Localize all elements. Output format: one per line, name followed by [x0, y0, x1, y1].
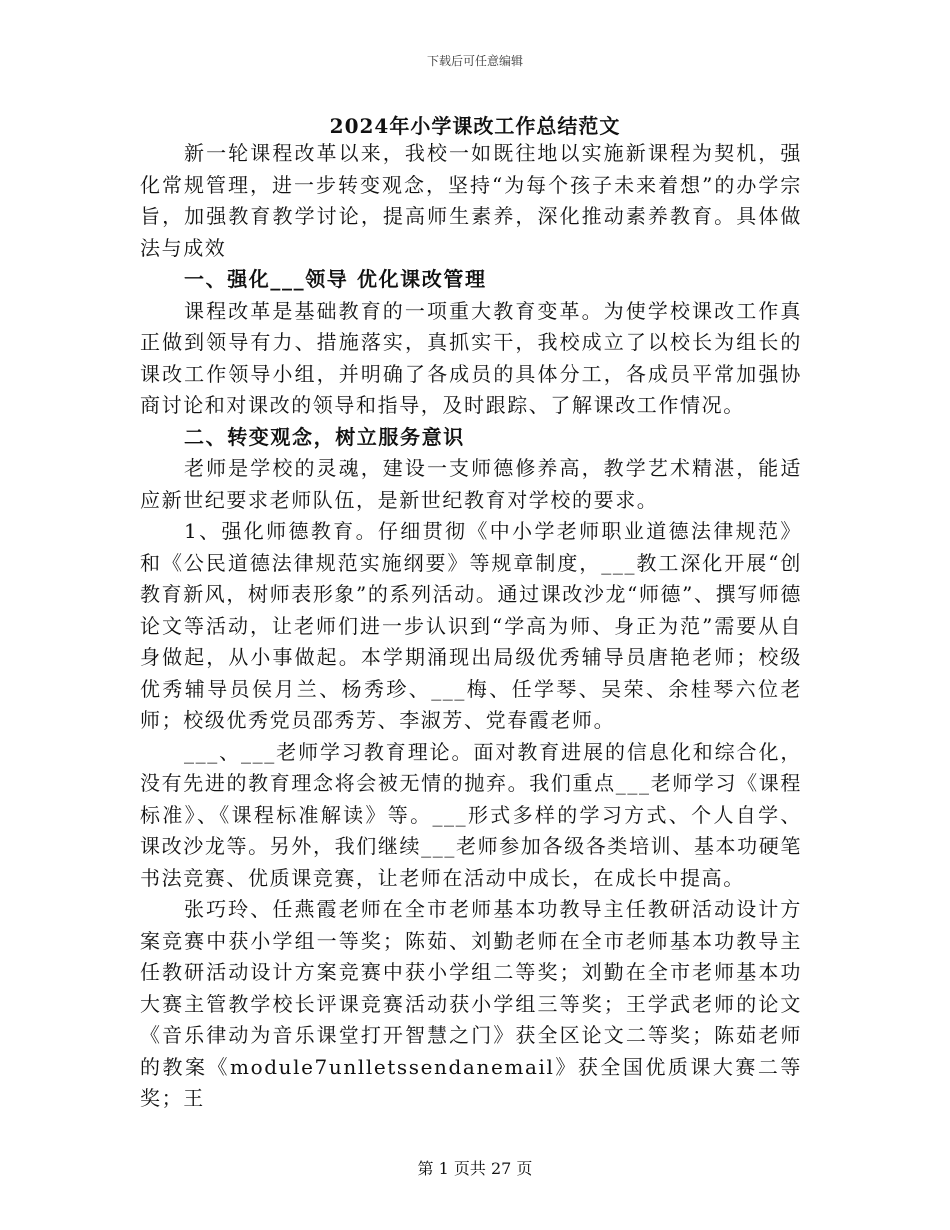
- section-heading-2: 二、转变观念，树立服务意识: [184, 424, 465, 449]
- body-paragraph: 张巧玲、任燕霞老师在全市老师基本功教导主任教研活动设计方案竞赛中获小学组一等奖；陈茹、刘勤老师在全市老师基本功教导主任教研活动设计方案竞赛中获小学组二等奖；刘勤在全市老师基本功大赛主管教学校长评课竞赛活动获小学组三等奖；王学武老师的论文《音乐律动为音乐课堂打开智慧之门》获全区论文二等奖；陈茹老师的教案《module7unlletssendanemail》获全国优质课大赛二等奖；王: [140, 897, 802, 1110]
- body-paragraph: 老师是学校的灵魂，建设一支师德修养高，教学艺术精湛，能适应新世纪要求老师队伍，是新世纪教育对学校的要求。: [140, 456, 802, 512]
- intro-paragraph: 新一轮课程改革以来，我校一如既往地以实施新课程为契机，强化常规管理，进一步转变观念，坚持“为每个孩子未来着想”的办学宗旨，加强教育教学讨论，提高师生素养，深化推动素养教育。具体做法与成效: [140, 141, 802, 260]
- document-body: [140, 138, 802, 1115]
- page-number-footer: 第 1 页共 27 页: [417, 1159, 533, 1178]
- header-note: 下载后可任意编辑: [426, 54, 523, 68]
- section-heading-1: 一、强化___领导 优化课改管理: [184, 267, 487, 291]
- body-paragraph: 1、强化师德教育。仔细贯彻《中小学老师职业道德法律规范》和《公民道德法律规范实施纲要》等规章制度，___教工深化开展“创教育新风，树师表形象”的系列活动。通过课改沙龙“师德”、撰写师德论文等活动，让老师们进一步认识到“学高为师、身正为范”需要从自身做起，从小事做起。本学期涌现出局级优秀辅导员唐艳老师；校级优秀辅导员侯月兰、杨秀珍、___梅、任学琴、吴荣、余桂琴六位老师；校级优秀党员邵秀芳、李淑芳、党春霞老师。: [140, 519, 802, 732]
- document-title: 2024年小学课改工作总结范文: [329, 114, 621, 138]
- body-paragraph: 课程改革是基础教育的一项重大教育变革。为使学校课改工作真正做到领导有力、措施落实，真抓实干，我校成立了以校长为组长的课改工作领导小组，并明确了各成员的具体分工，各成员平常加强协商讨论和对课改的领导和指导，及时跟踪、了解课改工作情况。: [140, 298, 802, 417]
- body-paragraph: ___、___老师学习教育理论。面对教育进展的信息化和综合化，没有先进的教育理念将会被无情的抛弃。我们重点___老师学习《课程标准》、《课程标准解读》等。___形式多样的学习方式、个人自学、课改沙龙等。另外，我们继续___老师参加各级各类培训、基本功硬笔书法竞赛、优质课竞赛，让老师在活动中成长，在成长中提高。: [140, 739, 802, 890]
